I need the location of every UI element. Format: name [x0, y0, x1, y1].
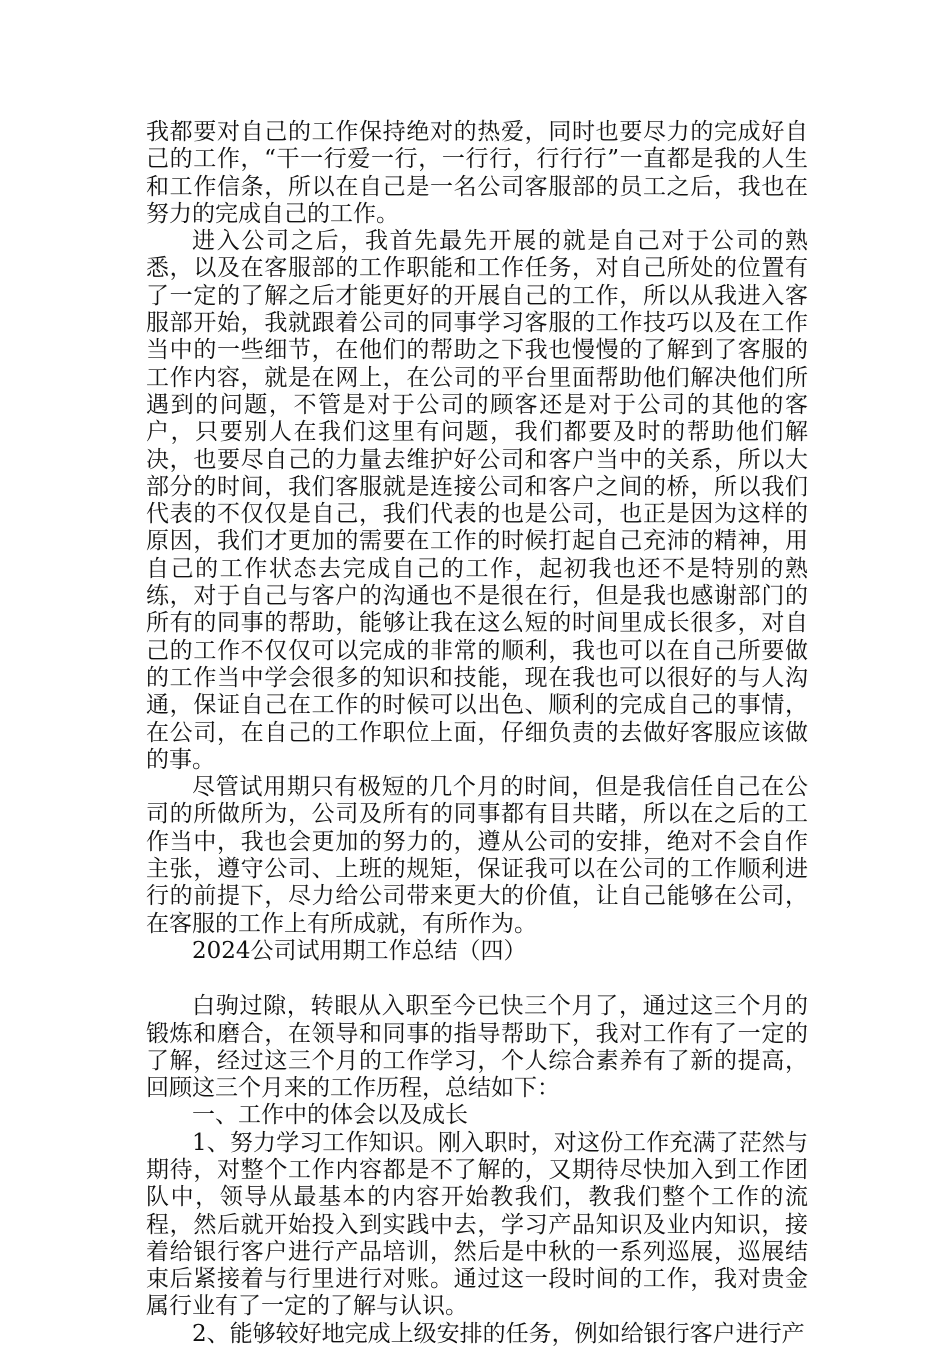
document-body	[146, 119, 808, 1348]
paragraph-1: 我都要对自己的工作保持绝对的热爱，同时也要尽力的完成好自己的工作，“干一行爱一行，一行行，行行行”一直都是我的人生和工作信条，所以在自己是一名公司客服部的员工之后，我也在努力的完成自己的工作。	[146, 119, 808, 227]
paragraph-6: 2、能够较好地完成上级安排的任务，例如给银行客户进行产	[192, 1320, 805, 1347]
section-title: 2024公司试用期工作总结（四）	[192, 937, 527, 964]
subsection-heading-1: 一、工作中的体会以及成长	[192, 1102, 468, 1129]
paragraph-4: 白驹过隙，转眼从入职至今已快三个月了，通过这三个月的锻炼和磨合，在领导和同事的指导帮助下，我对工作有了一定的了解，经过这三个月的工作学习，个人综合素养有了新的提高，回顾这三个月来的工作历程，总结如下：	[146, 993, 808, 1102]
paragraph-3: 尽管试用期只有极短的几个月的时间，但是我信任自己在公司的所做所为，公司及所有的同事都有目共睹，所以在之后的工作当中，我也会更加的努力的，遵从公司的安排，绝对不会自作主张，遵守公司、上班的规矩，保证我可以在公司的工作顺利进行的前提下，尽力给公司带来更大的价值，让自己能够在公司，在客服的工作上有所成就，有所作为。	[146, 774, 808, 937]
paragraph-5: 1、努力学习工作知识。刚入职时，对这份工作充满了茫然与期待，对整个工作内容都是不了解的，又期待尽快加入到工作团队中，领导从最基本的内容开始教我们，教我们整个工作的流程，然后就开始投入到实践中去，学习产品知识及业内知识，接着给银行客户进行产品培训，然后是中秋的一系列巡展，巡展结束后紧接着与行里进行对账。通过这一段时间的工作，我对贵金属行业有了一定的了解与认识。	[146, 1129, 808, 1320]
paragraph-2: 进入公司之后，我首先最先开展的就是自己对于公司的熟悉，以及在客服部的工作职能和工作任务，对自己所处的位置有了一定的了解之后才能更好的开展自己的工作，所以从我进入客服部开始，我就跟着公司的同事学习客服的工作技巧以及在工作当中的一些细节，在他们的帮助之下我也慢慢的了解到了客服的工作内容，就是在网上，在公司的平台里面帮助他们解决他们所遇到的问题，不管是对于公司的顾客还是对于公司的其他的客户，只要别人在我们这里有问题，我们都要及时的帮助他们解决，也要尽自己的力量去维护好公司和客户当中的关系，所以大部分的时间，我们客服就是连接公司和客户之间的桥，所以我们代表的不仅仅是自己，我们代表的也是公司，也正是因为这样的原因，我们才更加的需要在工作的时候打起自己充沛的精神，用自己的工作状态去完成自己的工作，起初我也还不是特别的熟练，对于自己与客户的沟通也不是很在行，但是我也感谢部门的所有的同事的帮助，能够让我在这么短的时间里成长很多，对自己的工作不仅仅可以完成的非常的顺利，我也可以在自己所要做的工作当中学会很多的知识和技能，现在我也可以很好的与人沟通，保证自己在工作的时候可以出色、顺利的完成自己的事情，在公司，在自己的工作职位上面，仔细负责的去做好客服应该做的事。	[146, 228, 808, 773]
blank-line	[146, 965, 808, 993]
